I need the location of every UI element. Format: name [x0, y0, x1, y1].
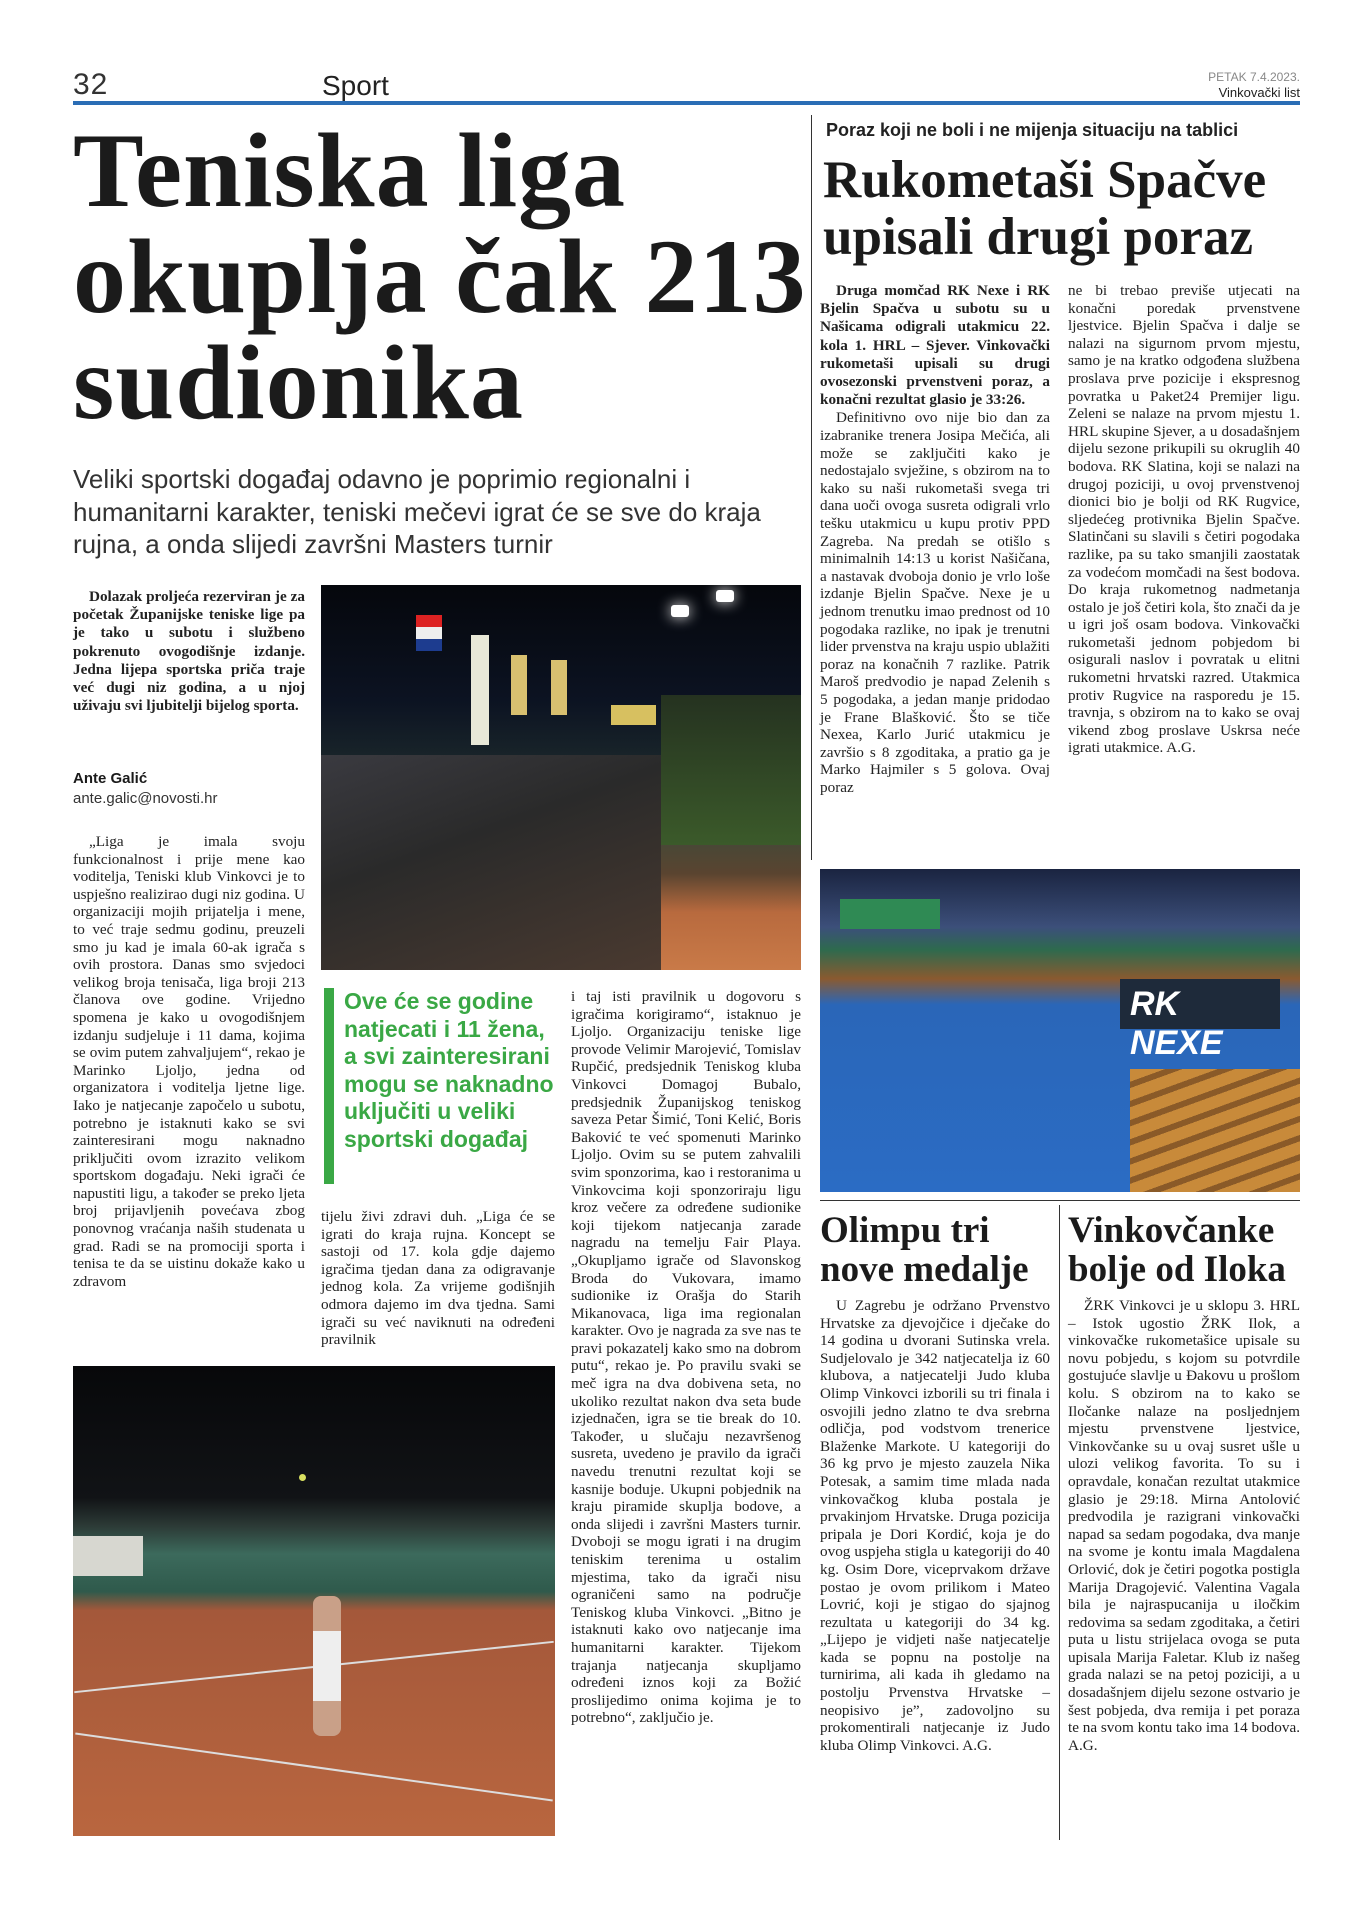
paragraph: U Zagrebu je održano Prvenstvo Hrvatske za djevojčice i dječake do 14 godina u dvorani Sutinska vrela. Sudjelovalo je 342 natjecatelja iz 60 klubova, a natjecatelji Judo kluba Olimp Vinkovci izborili su tri finala i osvojili jedno zlatno te dva srebrna odličja, pod vodstvom trenerice Blaženke Markote. U kategoriji do 36 kg prvo je mjesto zauzela Nika Potesak, a samim time mlada nada vinkovačkog kluba postala je prvakinjom Hrvatske. Druga pozicija pripala je Dori Kordić, koja je do ovog uspjeha stigla u kategoriji do 40 kg. Osim Dore, viceprvakom države postao je ovom prilikom i Mateo Lovrić, koji je stigao do sjajnog rezultata u kategoriji do 34 kg. „Lijepo je vidjeti naše natjecatelje kada se popnu na postolje na turnirima, ali kada ih gledamo na postolju Prvenstva Hrvatske – neopisivo je”, zadovoljno su prokomentirali natjecanje iz Judo kluba Olimp Vinkovci. A.G.: [820, 1297, 1050, 1754]
header-rule: [73, 101, 1300, 105]
paragraph: tijelu živi zdravi duh. „Liga će se igrati do kraja rujna. Koncept se sastoji od 17. kola gdje dajemo igračima tjedan dana za odigravanje jednog kola. Za vrijeme godišnjih odmora dajemo im dva tjedna. Sami igrači su već naviknuti na određeni pravilnik: [321, 1208, 555, 1349]
page-number: 32: [73, 68, 109, 101]
hall-banner: RK NEXE: [1120, 979, 1280, 1029]
author-email[interactable]: ante.galic@novosti.hr: [73, 790, 218, 807]
tennis-ball: [299, 1474, 306, 1481]
paragraph: „Liga je imala svoju funkcionalnost i prije mene kao voditelja, Teniski klub Vinkovci je to uspješno realizirao dugi niz godina. U organizaciji mojih prijatelja i mene, to već traje sedmu godinu, preuzeli smo ju kad je imala 60-ak igrača s ovih prostora. Danas smo svjedoci velikog broja tenisača, liga broji 213 članova ove godine. Vrijedno spomena je kako u ovogodišnjem izdanju sudjeluje i 11 dama, kojima se ovim putem zahvaljujem“, rekao je Marinko Ljoljo, jedna od organizatora i voditelja ljetne lige. Iako je natjecanje započelo u subotu, potrebno je istaknuti kako se svi zainteresirani mogu naknadno priključiti ovom izrazito velikom sportskom događaju. Neki igrači će napustiti ligu, a također se preko ljeta broj prijavljenih povećava zbog ponovnog vraćanja naših studenata u grad. Radi se na promociji sporta i tenisa te da se uistinu dokaže kako u zdravom: [73, 833, 305, 1290]
author-name: Ante Galić: [73, 770, 148, 787]
judo-body: [820, 1297, 1050, 1754]
stands: [1130, 1069, 1300, 1192]
main-column-1: [73, 833, 305, 1290]
trees: [661, 695, 801, 845]
column-divider: [1059, 1205, 1060, 1840]
floodlight: [671, 605, 689, 617]
lead-text: Druga momčad RK Nexe i RK Bjelin Spačva u subotu su u Našicama odigrali utakmicu 22. kola 1. HRL – Sjever. Vinkovački rukometaši upisali su drugi ovosezonski prvenstveni poraz, a konačni rezultat glasio je 33:26.: [820, 282, 1050, 409]
issue-date: PETAK 7.4.2023.: [1208, 70, 1300, 84]
flag: [471, 635, 489, 745]
womens-headline: Vinkovčanke bolje od Iloka: [1068, 1210, 1286, 1290]
paragraph: ŽRK Vinkovci je u sklopu 3. HRL – Istok ugostio ŽRK Ilok, a vinkovačke rukometašice upisale su novu pobjedu, s kojom su potvrdile gostujuće slavlje u Đakovu u prošlom kolu. S obzirom na to kako se Iločanke nalaze na posljednjem mjestu prvenstvene ljestvice, Vinkovčanke su u ovaj susret ušle u ulozi velikog favorita. To su i opravdale, konačan rezultat utakmice glasio je 29:18. Mirna Antolović predvodila je razigrani vinkovački napad sa sedam pogodaka, dva manje na svome je kontu imala Magdalena Orlović, dok je četiri pogotka postigla Marija Dragojević. Valentina Vagala bila je najraspucanija u iločkim redovima sa sedam zgoditaka, a četiri puta u listu strijelaca ovoga se puta upisala Marija Faletar. Klub iz našeg grada nalazi se na petoj poziciji, a u dosadašnjem dijelu sezone ostvario je šest pobjeda, dva remija i pet poraza te na svom kontu tako ima 14 bodova. A.G.: [1068, 1297, 1300, 1754]
tennis-club-night-photo: [321, 585, 801, 970]
handball-kicker: Poraz koji ne boli i ne mijenja situaciju na tablici: [826, 120, 1239, 140]
paragraph: Definitivno ovo nije bio dan za izabranike trenera Josipa Mečića, ali može se zaključiti kako je nedostajalo svježine, s obzirom na to kako su naši rukometaši svega tri dana uoči ovoga susreta odigrali vrlo tešku utakmicu u kupu protiv PPD Zagreba. Na predah se otišlo s minimalnih 14:13 u korist Našičana, a nastavak dvoboja donio je vrlo loše izdanje Bjelin Spačve. Nexe je u jednom trenutku imao prednost od 10 pogodaka razlike, no ipak je trenutni lider prvenstva na kraju uspio ublažiti poraz na konačnih 7 razlike. Patrik Maroš predvodio je napad Zelenih s 5 pogodaka, a jedan manje pridodao je Frane Blašković. Što se tiče Nexea, Karlo Jurić utakmicu je završio s 8 zgoditaka, a pratio ga je Marko Hajmiler s 5 golova. Ovaj poraz: [820, 409, 1050, 796]
paper-name: Vinkovački list: [1218, 85, 1300, 100]
handball-headline: Rukometaši Spačve upisali drugi poraz: [823, 151, 1267, 267]
section-divider: [820, 1200, 1300, 1201]
flag: [551, 660, 567, 715]
handball-hall-photo: [820, 869, 1300, 1192]
paragraph: ne bi trebao previše utjecati na konačni poredak prvenstvene ljestvice. Bjelin Spačva i dalje se nalazi na sigurnom prvom mjestu, samo je na kratko odgođena službena proslava prve pozicije i ekspresnog povratka u Paket24 Premijer ligu. Zeleni se nalaze na prvom mjestu 1. HRL skupine Sjever, a u dosadašnjem dijelu sezone prikupili su okruglih 40 bodova. RK Slatina, koji se nalazi na drugoj poziciji, u ovoj prvenstvenoj dionici bio je bolji od RK Rugvice, sljedećeg protivnika Bjelin Spačve. Slatinčani su slavili s četiri pogodaka razlike, pa su tako smanjili zaostatak za vodećom momčadi na šest bodova. Do kraja rukometnog nadmetanja ostalo je još četiri kola, što znači da je u igri još osam bodova. Vinkovački rukometaši jednom pobjedom bi osigurali naslov i povratak u elitni rukometni hrvatski razred. Utakmica protiv Rugvice na rasporedu je 15. travnja, s obzirom na to kako se ovaj vikend zbog proslave Uskrsa neće igrati utakmice. A.G.: [1068, 282, 1300, 757]
flag: [511, 655, 527, 715]
handball-column-2: [1068, 282, 1300, 757]
paragraph: i taj isti pravilnik u dogovoru s igračima korigiramo“, istaknuo je Ljoljo. Organizaciju teniske lige provode Velimir Marojević, Tomislav Rupčić, predsjednik Teniskog kluba Vinkovci Domagoj Bubalo, predsjednik Županijskog teniskog saveza Petar Šimić, Toni Kelić, Boris Baković te već spomenuti Marinko Ljoljo. Ovim su se putem zahvalili svim sponzorima, kao i restoranima u Vinkovcima koji sponzoriraju ligu kroz večere za određene sudionike koji tijekom natjecanja zarade nagradu na temelju Fair Playa. „Okupljamo igrače od Slavonskog Broda do Vukovara, imamo sudionike iz Orašja do Starih Mikanovaca, liga ima regionalan karakter. Ovo je nagrada za sve nas te pravi pokazatelj kako smo na dobrom putu“, rekao je. Po pravilu svaki se meč igra na dva dobivena seta, no ukoliko rezultat nakon dva seta bude izjednačen, igra se tie break do 10. Također, u slučaju nezavršenog susreta, uvedeno je pravilo da igrači navedu trenutni rezultat koji se kasnije boduje. Ukupni pobjednik na kraju piramide skuplja bodove, a onda slijedi i završni Masters turnir. Dvoboji se mogu igrati i na drugim teniskim terenima u ostalim mjestima, tako da igrači nisu ograničeni samo na područje Teniskog kluba Vinkovci. „Bitno je istaknuti kako ovo natjecanje ima humanitarni karakter. Tijekom trajanja natjecanja skupljamo određeni iznos koji za Božić proslijedimo onima kojima je to potrebno“, zaključio je.: [571, 988, 801, 1727]
main-lead: [73, 588, 305, 715]
croatian-flag: [416, 615, 442, 651]
sponsor-banner: [73, 1536, 143, 1576]
main-subtitle: Veliki sportski događaj odavno je poprimio regionalni i humanitarni karakter, teniski mečevi igrat će se sve do kraja rujna, a onda slijedi završni Masters turnir: [73, 464, 761, 559]
main-column-2: [321, 1208, 555, 1349]
column-divider: [811, 115, 812, 860]
tennis-serve-photo: [73, 1366, 555, 1836]
judo-headline: Olimpu tri nove medalje: [820, 1210, 1029, 1290]
main-column-3: [571, 988, 801, 1727]
pull-quote: Ove će se godine natjecati i 11 žena, a svi zainteresirani mogu se naknadno uključiti u veliki sportski događaj: [324, 988, 556, 1184]
main-headline: Teniska liga okuplja čak 213 sudionika: [73, 112, 807, 441]
ad-board: [840, 899, 940, 929]
crowd-area: [321, 755, 661, 970]
handball-column-1: [820, 282, 1050, 796]
section-title: Sport: [322, 70, 389, 101]
banner: [611, 705, 656, 725]
womens-body: [1068, 1297, 1300, 1754]
lead-text: Dolazak proljeća rezerviran je za početak Županijske teniske lige pa je tako u subotu i službeno pokrenuto ovogodišnje izdanje. Jedna lijepa sportska priča traje već dugi niz godina, a u njoj uživaju svi ljubitelji bijelog sporta.: [73, 588, 305, 715]
court-line: [75, 1732, 553, 1801]
floodlight: [716, 590, 734, 602]
tennis-player: [313, 1596, 341, 1736]
